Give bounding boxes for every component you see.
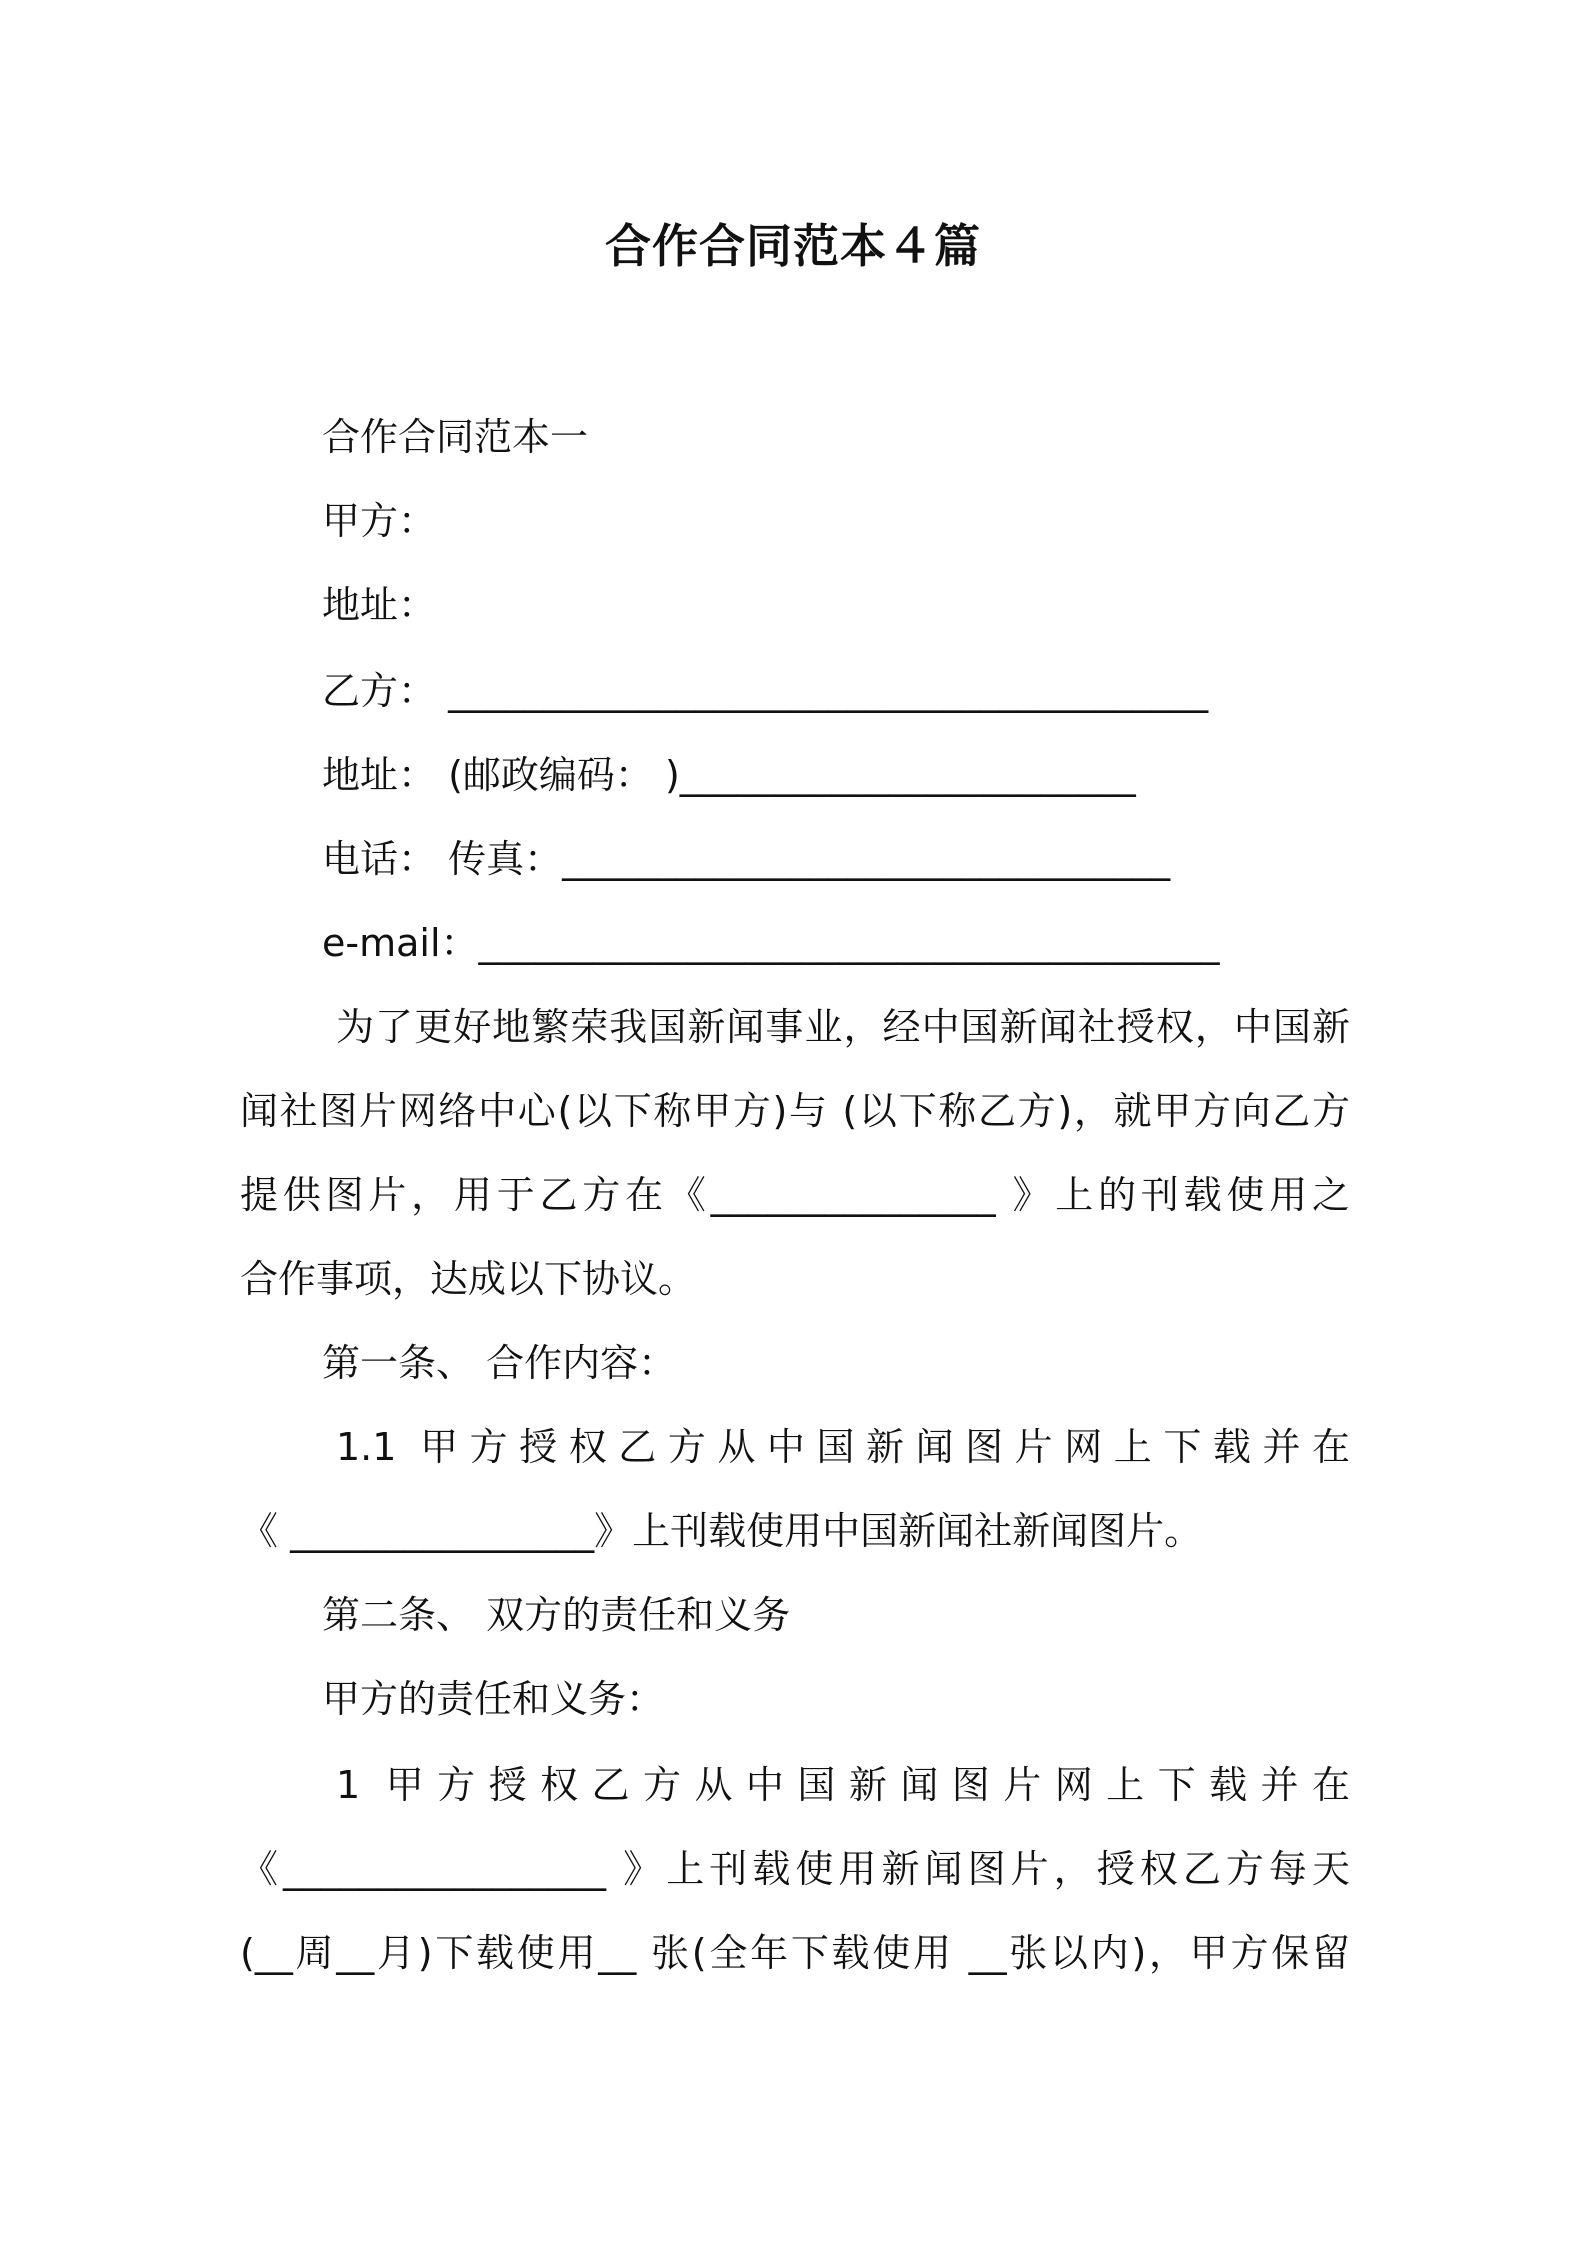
document-title: 合作合同范本４篇 [605, 219, 981, 273]
party-b-address-line: 地址： (邮政编码： )________________________ [322, 753, 1136, 797]
clause-1-1-line-1: 1.1 甲方授权乙方从中国新闻图片网上下载并在 [336, 1425, 1350, 1469]
phone-fax-line: 电话： 传真：________________________________ [322, 837, 1171, 881]
duty-1-line-3: (__周__月)下载使用__ 张(全年下载使用 __张以内)，甲方保留 [240, 1931, 1350, 1975]
party-a-address-label: 地址： [322, 583, 437, 627]
intro-paragraph-line-4: 合作事项，达成以下协议。 [240, 1257, 697, 1301]
duty-1-line-2: 《_________________ 》上刊载使用新闻图片，授权乙方每天 [240, 1847, 1350, 1891]
duty-1-line-1: 1 甲方授权乙方从中国新闻图片网上下载并在 [336, 1763, 1350, 1807]
article-2-heading: 第二条、 双方的责任和义务 [322, 1593, 791, 1637]
party-a-label: 甲方： [322, 499, 437, 543]
section-heading-1: 合作合同范本一 [322, 415, 589, 459]
intro-paragraph-line-2: 闻社图片网络中心(以下称甲方)与 (以下称乙方)，就甲方向乙方 [240, 1089, 1350, 1133]
intro-paragraph-line-1: 为了更好地繁荣我国新闻事业，经中国新闻社授权，中国新 [336, 1005, 1350, 1049]
party-a-duties-heading: 甲方的责任和义务： [322, 1677, 665, 1721]
intro-paragraph-line-3: 提供图片，用于乙方在《_______________ 》上的刊载使用之 [240, 1173, 1350, 1217]
article-1-heading: 第一条、 合作内容： [322, 1341, 677, 1385]
clause-1-1-line-2: 《 ________________》上刊载使用中国新闻社新闻图片。 [240, 1509, 1203, 1553]
party-b-line: 乙方： ________________________________________ [322, 669, 1209, 713]
email-line: e-mail：_______________________________________ [322, 921, 1220, 965]
